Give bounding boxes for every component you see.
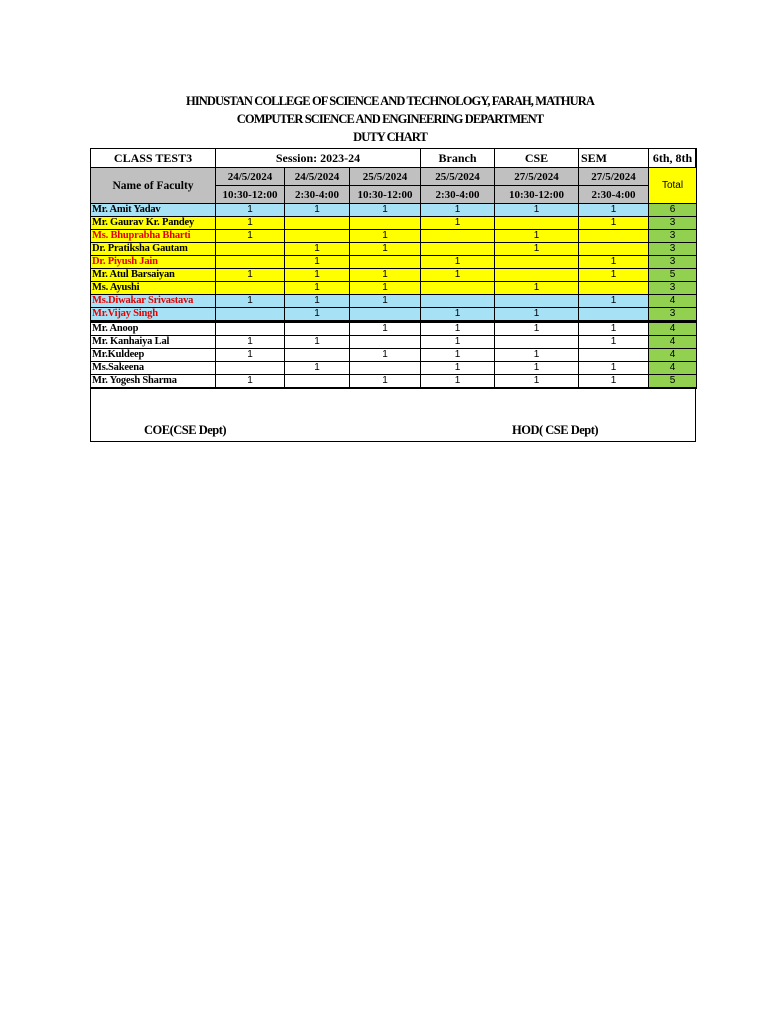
slot-date: 24/5/2024: [285, 168, 350, 186]
class-test-label: CLASS TEST3: [91, 149, 216, 168]
sem-value: 6th, 8th: [649, 149, 697, 168]
duty-cell: [495, 336, 579, 349]
faculty-row: [91, 230, 697, 243]
duty-total: 6: [649, 204, 697, 217]
duty-cell: 1: [421, 204, 495, 217]
duty-cell: 1: [421, 336, 495, 349]
info-row: [91, 149, 697, 168]
faculty-rows: [91, 204, 697, 389]
duty-cell: 1: [216, 375, 285, 389]
date-row: [91, 168, 697, 186]
duty-cell: 1: [421, 349, 495, 362]
duty-cell: 1: [495, 362, 579, 375]
duty-cell: [216, 362, 285, 375]
duty-cell: [579, 349, 649, 362]
duty-cell: 1: [216, 336, 285, 349]
duty-cell: [216, 308, 285, 322]
duty-cell: 1: [495, 308, 579, 322]
hod-signature-label: HOD( CSE Dept): [512, 423, 599, 437]
duty-cell: 1: [216, 230, 285, 243]
duty-cell: 1: [285, 295, 350, 308]
duty-total: 5: [649, 269, 697, 282]
faculty-name: Mr. Gaurav Kr. Pandey: [91, 217, 216, 230]
duty-cell: [216, 243, 285, 256]
duty-cell: 1: [579, 256, 649, 269]
slot-time: 2:30-4:00: [285, 186, 350, 204]
slot-date: 25/5/2024: [350, 168, 421, 186]
duty-cell: 1: [495, 282, 579, 295]
duty-cell: 1: [579, 362, 649, 375]
duty-cell: [350, 362, 421, 375]
duty-cell: [421, 282, 495, 295]
duty-cell: 1: [350, 243, 421, 256]
duty-total: 3: [649, 243, 697, 256]
duty-cell: 1: [285, 256, 350, 269]
duty-cell: [216, 282, 285, 295]
session-label: Session: 2023-24: [216, 149, 421, 168]
duty-chart-table: [90, 148, 697, 389]
duty-cell: 1: [216, 349, 285, 362]
duty-cell: 1: [421, 362, 495, 375]
duty-cell: 1: [495, 375, 579, 389]
faculty-name: Ms. Ayushi: [91, 282, 216, 295]
duty-cell: [350, 336, 421, 349]
duty-cell: [495, 295, 579, 308]
slot-date: 24/5/2024: [216, 168, 285, 186]
duty-total: 3: [649, 308, 697, 322]
duty-cell: 1: [579, 375, 649, 389]
duty-cell: 1: [495, 349, 579, 362]
faculty-name: Mr. Yogesh Sharma: [91, 375, 216, 389]
duty-total: 3: [649, 217, 697, 230]
duty-cell: 1: [350, 295, 421, 308]
duty-cell: 1: [421, 269, 495, 282]
duty-total: 4: [649, 349, 697, 362]
duty-cell: [495, 269, 579, 282]
duty-cell: [285, 375, 350, 389]
duty-cell: 1: [421, 256, 495, 269]
duty-cell: 1: [350, 375, 421, 389]
duty-cell: [579, 282, 649, 295]
duty-total: 4: [649, 336, 697, 349]
duty-cell: 1: [579, 217, 649, 230]
duty-cell: 1: [285, 362, 350, 375]
duty-cell: 1: [350, 349, 421, 362]
duty-cell: 1: [285, 308, 350, 322]
slot-date: 27/5/2024: [495, 168, 579, 186]
duty-cell: 1: [285, 336, 350, 349]
duty-cell: 1: [216, 217, 285, 230]
faculty-row: [91, 269, 697, 282]
faculty-name: Ms. Bhuprabha Bharti: [91, 230, 216, 243]
duty-cell: 1: [421, 322, 495, 336]
college-name: HINDUSTAN COLLEGE OF SCIENCE AND TECHNOLOGY, FARAH, MATHURA: [186, 94, 594, 108]
slot-time: 10:30-12:00: [216, 186, 285, 204]
duty-cell: [285, 230, 350, 243]
duty-cell: 1: [285, 243, 350, 256]
faculty-row: [91, 349, 697, 362]
duty-cell: 1: [350, 322, 421, 336]
duty-cell: 1: [285, 269, 350, 282]
faculty-name: Ms.Sakeena: [91, 362, 216, 375]
duty-cell: 1: [350, 282, 421, 295]
sem-label: SEM: [579, 149, 649, 168]
duty-total: 4: [649, 295, 697, 308]
duty-cell: 1: [495, 230, 579, 243]
duty-total: 5: [649, 375, 697, 389]
faculty-name: Ms.Diwakar Srivastava: [91, 295, 216, 308]
faculty-name: Mr.Vijay Singh: [91, 308, 216, 322]
duty-cell: [579, 230, 649, 243]
duty-cell: 1: [579, 322, 649, 336]
faculty-name: Mr. Anoop: [91, 322, 216, 336]
duty-cell: [421, 243, 495, 256]
duty-cell: 1: [421, 217, 495, 230]
duty-cell: [495, 256, 579, 269]
duty-total: 3: [649, 256, 697, 269]
duty-cell: 1: [216, 204, 285, 217]
duty-cell: [579, 243, 649, 256]
duty-cell: [421, 230, 495, 243]
slot-time: 2:30-4:00: [579, 186, 649, 204]
total-column-header: Total: [649, 168, 697, 204]
duty-cell: 1: [579, 204, 649, 217]
duty-cell: 1: [579, 269, 649, 282]
duty-cell: [216, 256, 285, 269]
slot-time: 10:30-12:00: [495, 186, 579, 204]
duty-total: 3: [649, 230, 697, 243]
faculty-row: [91, 322, 697, 336]
faculty-row: [91, 336, 697, 349]
faculty-row: [91, 217, 697, 230]
slot-time: 2:30-4:00: [421, 186, 495, 204]
duty-cell: 1: [495, 204, 579, 217]
duty-cell: 1: [216, 295, 285, 308]
duty-cell: 1: [350, 230, 421, 243]
faculty-name: Mr. Amit Yadav: [91, 204, 216, 217]
duty-cell: [285, 322, 350, 336]
faculty-name: Dr. Piyush Jain: [91, 256, 216, 269]
faculty-row: [91, 243, 697, 256]
duty-cell: [285, 217, 350, 230]
slot-time: 10:30-12:00: [350, 186, 421, 204]
faculty-name: Mr. Kanhaiya Lal: [91, 336, 216, 349]
department-name: COMPUTER SCIENCE AND ENGINEERING DEPARTMENT: [236, 112, 544, 126]
duty-cell: [216, 322, 285, 336]
duty-cell: [421, 295, 495, 308]
faculty-column-header: Name of Faculty: [91, 168, 216, 204]
duty-cell: 1: [579, 295, 649, 308]
faculty-row: [91, 295, 697, 308]
duty-cell: 1: [421, 375, 495, 389]
faculty-row: [91, 282, 697, 295]
duty-cell: 1: [216, 269, 285, 282]
duty-cell: 1: [350, 269, 421, 282]
duty-cell: 1: [495, 322, 579, 336]
faculty-row: [91, 375, 697, 389]
slot-date: 27/5/2024: [579, 168, 649, 186]
duty-cell: 1: [579, 336, 649, 349]
duty-cell: [495, 217, 579, 230]
slot-date: 25/5/2024: [421, 168, 495, 186]
duty-cell: [350, 217, 421, 230]
duty-cell: 1: [285, 282, 350, 295]
faculty-row: [91, 362, 697, 375]
duty-cell: 1: [285, 204, 350, 217]
branch-value: CSE: [495, 149, 579, 168]
faculty-row: [91, 204, 697, 217]
duty-cell: [285, 349, 350, 362]
faculty-name: Mr. Atul Barsaiyan: [91, 269, 216, 282]
duty-cell: 1: [495, 243, 579, 256]
duty-cell: [579, 308, 649, 322]
duty-cell: [350, 256, 421, 269]
faculty-name: Dr. Pratiksha Gautam: [91, 243, 216, 256]
branch-label: Branch: [421, 149, 495, 168]
duty-total: 3: [649, 282, 697, 295]
duty-total: 4: [649, 322, 697, 336]
duty-cell: 1: [350, 204, 421, 217]
faculty-row: [91, 256, 697, 269]
duty-cell: 1: [421, 308, 495, 322]
duty-cell: [350, 308, 421, 322]
coe-signature-label: COE(CSE Dept): [144, 423, 227, 437]
chart-title: DUTY CHART: [353, 130, 427, 144]
duty-total: 4: [649, 362, 697, 375]
faculty-name: Mr.Kuldeep: [91, 349, 216, 362]
faculty-row: [91, 308, 697, 322]
